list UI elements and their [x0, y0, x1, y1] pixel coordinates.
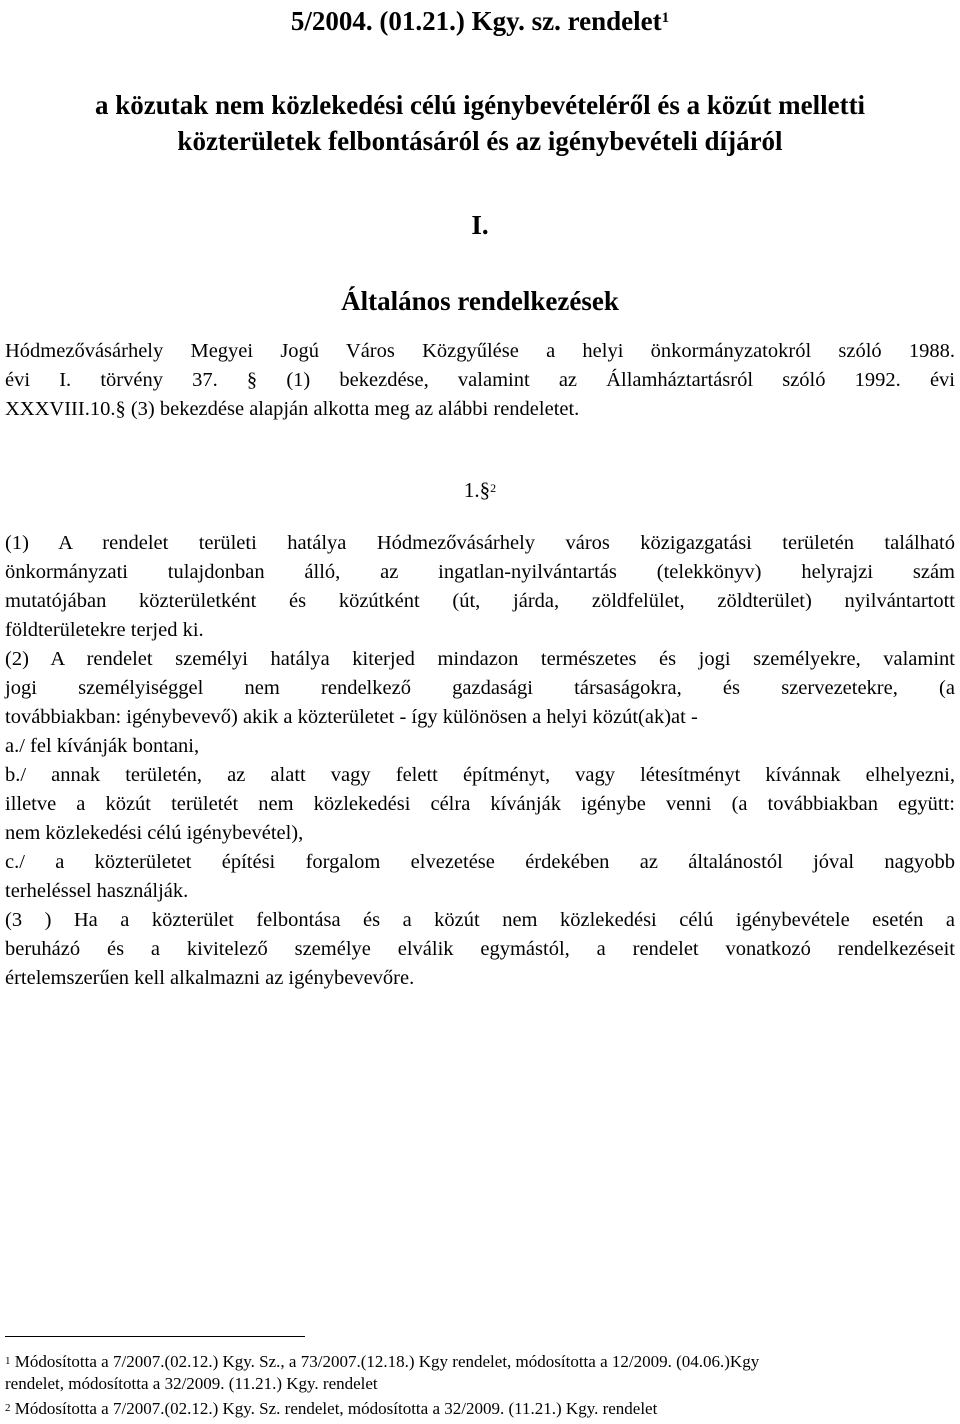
section-1-line: (2) A rendelet személyi hatálya kiterjed mindazon természetes és jogi személyekre, valamint — [5, 648, 955, 670]
section-1-line: földterületekre terjed ki. — [5, 619, 204, 641]
section-1-heading-text: 1.§ — [463, 478, 491, 502]
decree-subject-line-2: közterületek felbontásáról és az igénybevételi díjáról — [177, 126, 783, 156]
chapter-title: Általános rendelkezések — [341, 286, 619, 316]
decree-footnote-ref: 1 — [661, 10, 670, 26]
section-1-heading — [0, 476, 960, 504]
footnote-2-text: Módosította a 7/2007.(02.12.) Kgy. Sz. rendelet, módosította a 32/2009. (11.21.) Kgy. rendelet — [14, 1399, 658, 1418]
footnote-1-ref: 1 — [5, 1355, 11, 1367]
section-1-line: mutatójában közterületként és közútként (út, járda, zöldfelület, zöldterület) nyilvántartott — [5, 590, 955, 612]
decree-number-text: 5/2004. (01.21.) Kgy. sz. rendelet — [290, 6, 662, 36]
section-1-line: jogi személyiséggel nem rendelkező gazdasági társaságokra, és szervezetekre, (a — [5, 677, 955, 699]
footnote-separator — [5, 1336, 305, 1337]
section-1-footnote-ref: 2 — [490, 481, 497, 495]
footnote-2 — [5, 1398, 955, 1420]
preamble-line-2: évi I. törvény 37. § (1) bekezdése, valamint az Államháztartásról szóló 1992. évi — [5, 369, 955, 391]
footnote-1 — [5, 1351, 955, 1395]
section-1-line: b./ annak területén, az alatt vagy felett építményt, vagy létesítményt kívánnak elhelyezni, — [5, 764, 955, 786]
section-1-line: terheléssel használják. — [5, 880, 189, 902]
chapter-number: I. — [471, 210, 489, 240]
preamble-line-3: XXXVIII.10.§ (3) bekezdése alapján alkotta meg az alábbi rendeletet. — [5, 398, 580, 420]
section-1-line: értelemszerűen kell alkalmazni az igénybevevőre. — [5, 967, 415, 989]
section-1-line: önkormányzati tulajdonban álló, az ingatlan-nyilvántartás (telekkönyv) helyrajzi szám — [5, 561, 955, 583]
section-1-line: továbbiakban: igénybevevő) akik a közterületet - így különösen a helyi közút(ak)at - — [5, 706, 698, 728]
preamble-paragraph — [5, 337, 955, 424]
decree-number-title — [0, 4, 960, 38]
section-1-body — [5, 529, 955, 993]
section-1-line: c./ a közterületet építési forgalom elvezetése érdekében az általánostól jóval nagyobb — [5, 851, 955, 873]
section-1-line: illetve a közút területét nem közlekedési célra kívánják igénybe venni (a továbbiakban együtt: — [5, 793, 955, 815]
footnote-1-line-1 — [5, 1351, 955, 1373]
preamble-line-1: Hódmezővásárhely Megyei Jogú Város Közgyűlése a helyi önkormányzatokról szóló 1988. — [5, 340, 955, 362]
section-1-line: a./ fel kívánják bontani, — [5, 735, 200, 757]
decree-subject-line-1: a közutak nem közlekedési célú igénybevételéről és a közút melletti — [94, 90, 866, 120]
section-1-line: (1) A rendelet területi hatálya Hódmezővásárhely város közigazgatási területén található — [5, 532, 955, 554]
footnote-1-text-2: rendelet, módosította a 32/2009. (11.21.) Kgy. rendelet — [5, 1374, 378, 1393]
footnote-1-text-1: Módosította a 7/2007.(02.12.) Kgy. Sz., a 73/2007.(12.18.) Kgy rendelet, módosította a 12/2009. (04.06.)Kgy — [14, 1352, 760, 1371]
section-1-line: beruházó és a kivitelező személye elválik egymástól, a rendelet vonatkozó rendelkezéseit — [5, 938, 955, 960]
section-1-line: (3 ) Ha a közterület felbontása és a közút nem közlekedési célú igénybevétele esetén a — [5, 909, 955, 931]
section-1-line: nem közlekedési célú igénybevétel), — [5, 822, 304, 844]
footnote-2-ref: 2 — [5, 1402, 11, 1414]
